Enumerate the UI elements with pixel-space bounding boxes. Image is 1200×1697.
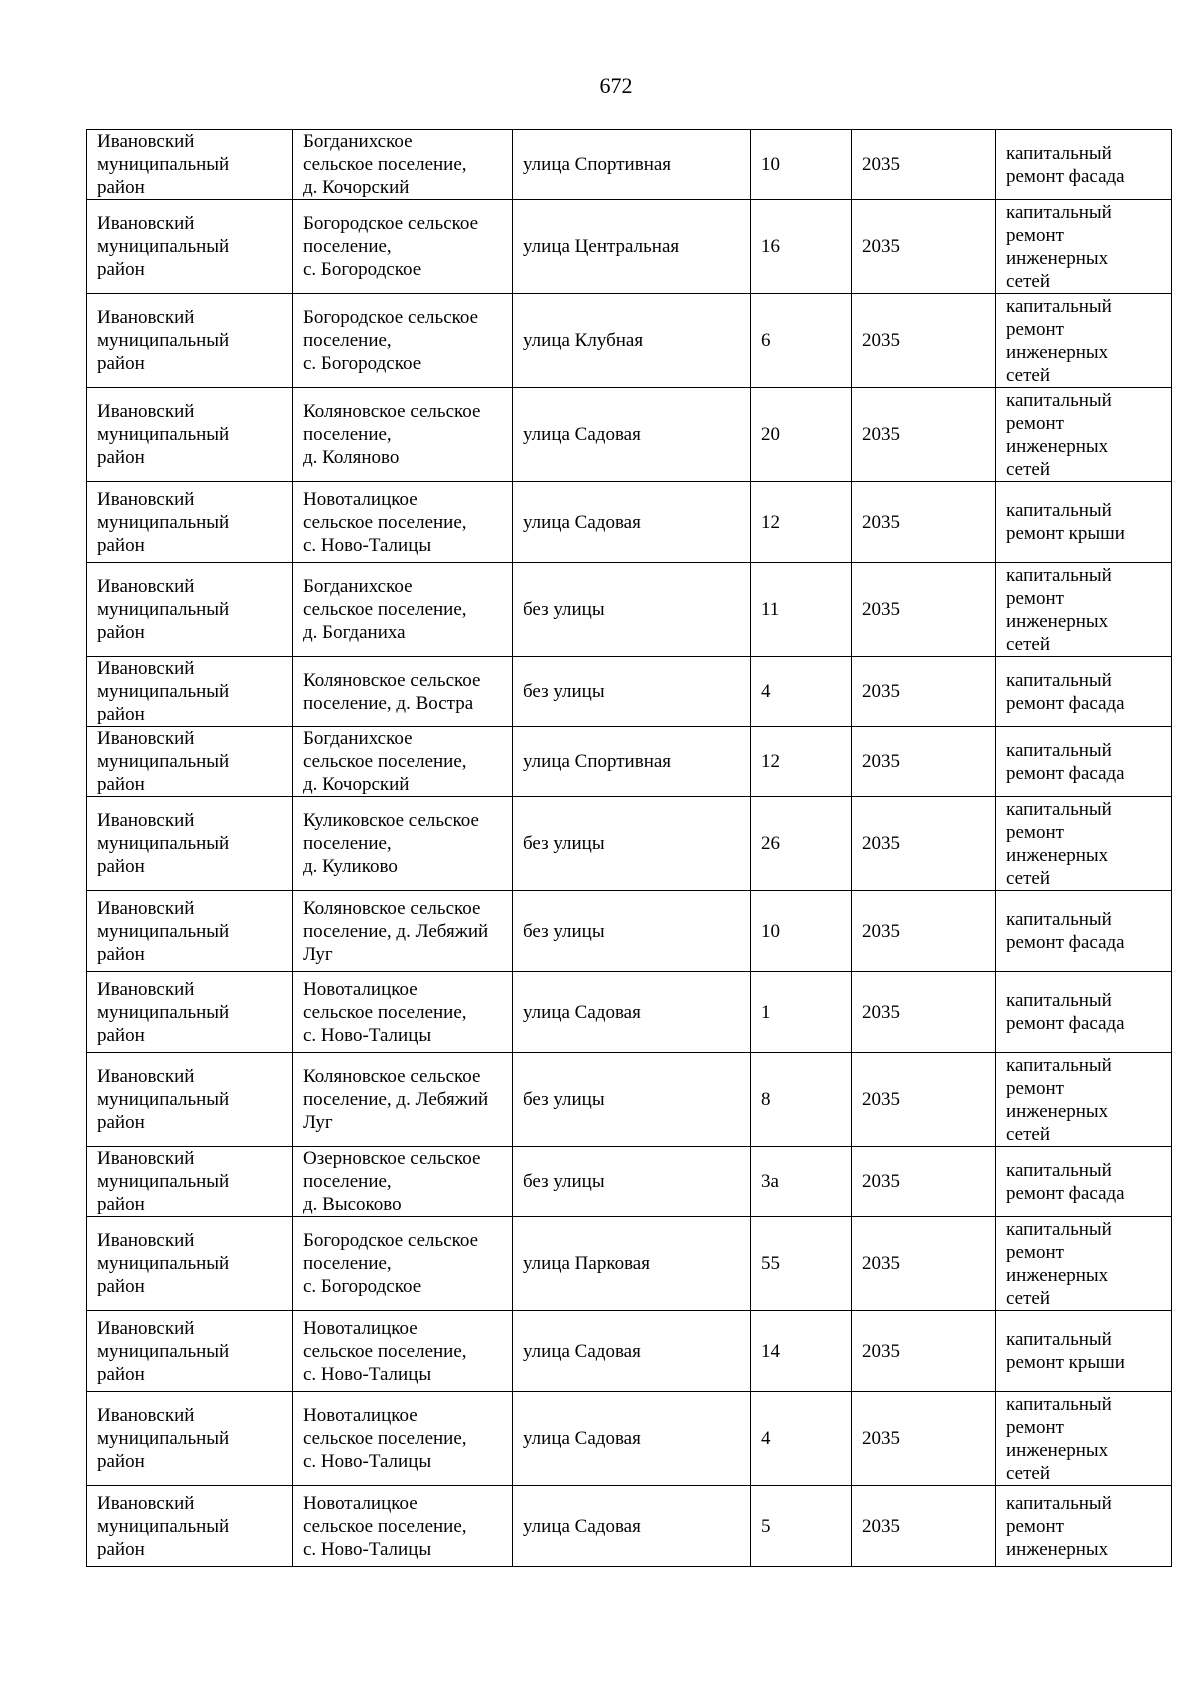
settlement-cell: Новоталицкое сельское поселение, с. Ново-Талицы [293, 1311, 513, 1392]
work-type-cell: капитальный ремонт инженерных сетей [996, 1392, 1172, 1486]
district-cell: Ивановский муниципальный район [87, 130, 293, 200]
street-cell: без улицы [513, 797, 751, 891]
settlement-cell: Новоталицкое сельское поселение, с. Ново-Талицы [293, 1486, 513, 1567]
year-cell: 2035 [852, 563, 996, 657]
settlement-cell: Новоталицкое сельское поселение, с. Ново-Талицы [293, 1392, 513, 1486]
district-cell: Ивановский муниципальный район [87, 797, 293, 891]
district-cell: Ивановский муниципальный район [87, 1486, 293, 1567]
table-row [87, 1053, 1172, 1147]
house-number-cell: 55 [751, 1217, 852, 1311]
year-cell: 2035 [852, 482, 996, 563]
table-row [87, 1147, 1172, 1217]
street-cell: улица Спортивная [513, 727, 751, 797]
district-cell: Ивановский муниципальный район [87, 294, 293, 388]
settlement-cell: Богданихское сельское поселение, д. Богданиха [293, 563, 513, 657]
work-type-cell: капитальный ремонт фасада [996, 972, 1172, 1053]
house-number-cell: 16 [751, 200, 852, 294]
district-cell: Ивановский муниципальный район [87, 563, 293, 657]
street-cell: улица Садовая [513, 1486, 751, 1567]
house-number-cell: 20 [751, 388, 852, 482]
street-cell: без улицы [513, 563, 751, 657]
street-cell: улица Центральная [513, 200, 751, 294]
district-cell: Ивановский муниципальный район [87, 1392, 293, 1486]
settlement-cell: Богданихское сельское поселение, д. Кочорский [293, 130, 513, 200]
table-row [87, 482, 1172, 563]
year-cell: 2035 [852, 727, 996, 797]
table-row [87, 972, 1172, 1053]
street-cell: улица Садовая [513, 972, 751, 1053]
work-type-cell: капитальный ремонт инженерных сетей [996, 1217, 1172, 1311]
settlement-cell: Коляновское сельское поселение, д. Лебяжий Луг [293, 891, 513, 972]
year-cell: 2035 [852, 1217, 996, 1311]
year-cell: 2035 [852, 657, 996, 727]
house-number-cell: 12 [751, 482, 852, 563]
district-cell: Ивановский муниципальный район [87, 1053, 293, 1147]
house-number-cell: 26 [751, 797, 852, 891]
year-cell: 2035 [852, 1053, 996, 1147]
year-cell: 2035 [852, 972, 996, 1053]
year-cell: 2035 [852, 1486, 996, 1567]
work-type-cell: капитальный ремонт инженерных сетей [996, 1053, 1172, 1147]
table-row [87, 1486, 1172, 1567]
house-number-cell: 5 [751, 1486, 852, 1567]
district-cell: Ивановский муниципальный район [87, 657, 293, 727]
page-number: 672 [599, 73, 633, 98]
settlement-cell: Новоталицкое сельское поселение, с. Ново-Талицы [293, 482, 513, 563]
table-row [87, 200, 1172, 294]
settlement-cell: Новоталицкое сельское поселение, с. Ново-Талицы [293, 972, 513, 1053]
settlement-cell: Коляновское сельское поселение, д. Лебяжий Луг [293, 1053, 513, 1147]
house-number-cell: 10 [751, 891, 852, 972]
street-cell: без улицы [513, 891, 751, 972]
street-cell: улица Садовая [513, 388, 751, 482]
house-number-cell: 10 [751, 130, 852, 200]
street-cell: без улицы [513, 1053, 751, 1147]
table-row [87, 1392, 1172, 1486]
work-type-cell: капитальный ремонт фасада [996, 1147, 1172, 1217]
house-number-cell: 1 [751, 972, 852, 1053]
table-row [87, 797, 1172, 891]
year-cell: 2035 [852, 1392, 996, 1486]
work-type-cell: капитальный ремонт инженерных сетей [996, 563, 1172, 657]
house-number-cell: 11 [751, 563, 852, 657]
district-cell: Ивановский муниципальный район [87, 891, 293, 972]
table-row [87, 130, 1172, 200]
district-cell: Ивановский муниципальный район [87, 1311, 293, 1392]
settlement-cell: Куликовское сельское поселение, д. Куликово [293, 797, 513, 891]
work-type-cell: капитальный ремонт инженерных сетей [996, 200, 1172, 294]
work-type-cell: капитальный ремонт крыши [996, 1311, 1172, 1392]
street-cell: улица Спортивная [513, 130, 751, 200]
work-type-cell: капитальный ремонт инженерных сетей [996, 797, 1172, 891]
district-cell: Ивановский муниципальный район [87, 1217, 293, 1311]
settlement-cell: Озерновское сельское поселение, д. Высоково [293, 1147, 513, 1217]
street-cell: улица Садовая [513, 1311, 751, 1392]
table-row [87, 1311, 1172, 1392]
settlement-cell: Коляновское сельское поселение, д. Коляново [293, 388, 513, 482]
year-cell: 2035 [852, 891, 996, 972]
district-cell: Ивановский муниципальный район [87, 727, 293, 797]
table-row [87, 727, 1172, 797]
work-type-cell: капитальный ремонт фасада [996, 891, 1172, 972]
repair-schedule-table [86, 129, 1172, 1567]
street-cell: улица Клубная [513, 294, 751, 388]
house-number-cell: 12 [751, 727, 852, 797]
year-cell: 2035 [852, 388, 996, 482]
street-cell: улица Парковая [513, 1217, 751, 1311]
year-cell: 2035 [852, 1147, 996, 1217]
settlement-cell: Коляновское сельское поселение, д. Востра [293, 657, 513, 727]
table-body [87, 130, 1172, 1567]
street-cell: улица Садовая [513, 1392, 751, 1486]
year-cell: 2035 [852, 200, 996, 294]
house-number-cell: 14 [751, 1311, 852, 1392]
street-cell: без улицы [513, 657, 751, 727]
district-cell: Ивановский муниципальный район [87, 482, 293, 563]
table-row [87, 891, 1172, 972]
house-number-cell: 6 [751, 294, 852, 388]
table-row [87, 1217, 1172, 1311]
year-cell: 2035 [852, 1311, 996, 1392]
district-cell: Ивановский муниципальный район [87, 200, 293, 294]
house-number-cell: 4 [751, 657, 852, 727]
settlement-cell: Богородское сельское поселение, с. Богородское [293, 1217, 513, 1311]
work-type-cell: капитальный ремонт фасада [996, 130, 1172, 200]
table-row [87, 657, 1172, 727]
year-cell: 2035 [852, 130, 996, 200]
year-cell: 2035 [852, 797, 996, 891]
work-type-cell: капитальный ремонт инженерных сетей [996, 294, 1172, 388]
work-type-cell: капитальный ремонт инженерных [996, 1486, 1172, 1567]
house-number-cell: 8 [751, 1053, 852, 1147]
table-row [87, 294, 1172, 388]
settlement-cell: Богородское сельское поселение, с. Богородское [293, 200, 513, 294]
work-type-cell: капитальный ремонт крыши [996, 482, 1172, 563]
street-cell: без улицы [513, 1147, 751, 1217]
district-cell: Ивановский муниципальный район [87, 388, 293, 482]
table-row [87, 388, 1172, 482]
settlement-cell: Богданихское сельское поселение, д. Кочорский [293, 727, 513, 797]
work-type-cell: капитальный ремонт фасада [996, 727, 1172, 797]
settlement-cell: Богородское сельское поселение, с. Богородское [293, 294, 513, 388]
house-number-cell: 3а [751, 1147, 852, 1217]
table-row [87, 563, 1172, 657]
work-type-cell: капитальный ремонт инженерных сетей [996, 388, 1172, 482]
work-type-cell: капитальный ремонт фасада [996, 657, 1172, 727]
district-cell: Ивановский муниципальный район [87, 972, 293, 1053]
street-cell: улица Садовая [513, 482, 751, 563]
year-cell: 2035 [852, 294, 996, 388]
district-cell: Ивановский муниципальный район [87, 1147, 293, 1217]
house-number-cell: 4 [751, 1392, 852, 1486]
